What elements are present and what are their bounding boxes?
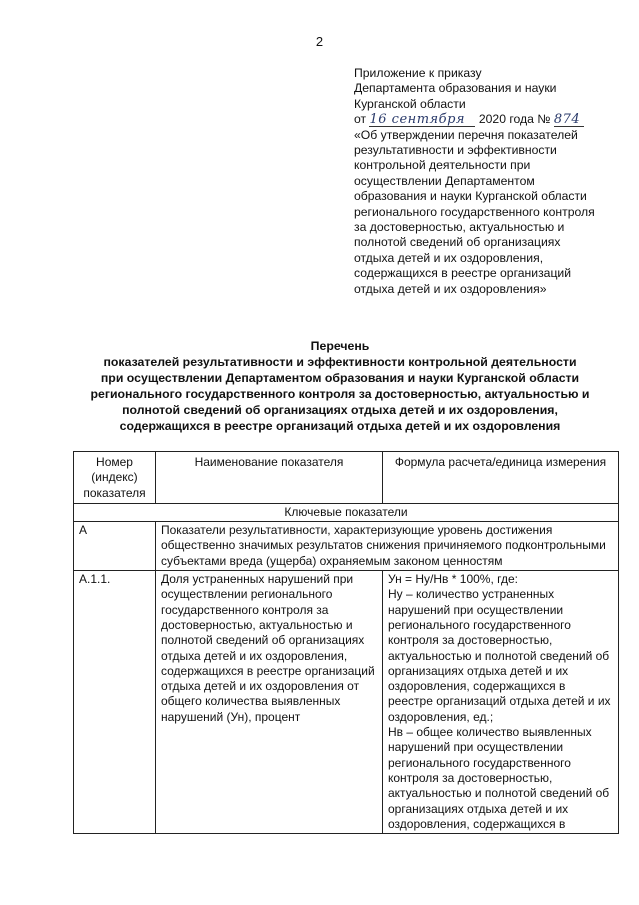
document-heading (70, 338, 610, 434)
appendix-title-line: «Об утверждении перечня показателей (354, 127, 578, 142)
heading-line: полнотой сведений об организациях отдыха детей и их оздоровления, (122, 403, 558, 417)
appendix-title-line: осуществлении Департаментом (354, 173, 535, 188)
appendix-line: Курганской области (354, 96, 466, 111)
appendix-title-line: отдыха детей и их оздоровления» (354, 281, 547, 296)
appendix-title-line: результативности и эффективности (354, 143, 557, 158)
date-prefix: от (354, 112, 367, 127)
row-formula-cell (383, 571, 619, 834)
appendix-title-line: образования и науки Курганской области (354, 189, 587, 204)
group-text: Показатели результативности, характеризующие уровень достижения общественно значимых результатов снижения причиняемого подконтрольными субъектами вреда (ущерба) охраняемым законом ценностям (156, 522, 619, 571)
heading-line: при осуществлении Департаментом образования и науки Курганской области (100, 371, 580, 385)
row-def-nv: Нв – общее количество выявленных нарушений при осуществлении регионального государственного контроля за достоверностью, актуальностью и полнотой сведений об организациях отдыха детей и их оздоровления, содержащихся в (388, 725, 610, 831)
indicators-table (73, 451, 619, 834)
row-code: А.1.1. (74, 571, 156, 834)
heading-line: показателей результативности и эффективности контрольной деятельности (103, 355, 577, 369)
row-formula: Ун = Ну/Нв * 100%, где: (388, 572, 518, 587)
year-text: 2020 года № (478, 112, 551, 127)
row-def-ny: Ну – количество устраненных нарушений при осуществлении регионального государственного контроля за достоверностью, актуальностью и полнотой сведений об организациях отдыха детей и их оздоровления, содержащихся в реестре организаций отдыха детей и их оздоровления, ед.; (388, 587, 611, 724)
header-name: Наименование показателя (156, 452, 383, 504)
page-number: 2 (315, 34, 324, 49)
section-row (74, 503, 619, 521)
section-title: Ключевые показатели (74, 503, 619, 521)
header-number: Номер (индекс) показателя (74, 452, 156, 504)
appendix-block (354, 66, 624, 297)
heading-line: регионального государственного контроля за достоверностью, актуальностью и (90, 387, 590, 401)
handwritten-number: 874 (554, 113, 584, 127)
appendix-title-line: отдыха детей и их оздоровления, (354, 250, 544, 265)
header-formula: Формула расчета/единица измерения (383, 452, 619, 504)
appendix-line: Приложение к приказу (354, 66, 482, 80)
row-name: Доля устраненных нарушений при осуществлении регионального государственного контроля за достоверностью, актуальностью и полнотой сведений об организациях отдыха детей и их оздоровления, содержащихся в реестре организаций отдыха детей и их оздоровления от общего количества выявленных нарушений (Ун), процент (156, 571, 383, 834)
heading-title: Перечень (310, 339, 370, 353)
appendix-date-line (354, 112, 624, 127)
table-row (74, 571, 619, 834)
appendix-line: Департамента образования и науки (354, 81, 557, 96)
appendix-title-line: содержащихся в реестре организаций (354, 266, 572, 281)
heading-line: содержащихся в реестре организаций отдыха детей и их оздоровления (119, 419, 561, 433)
group-code: А (74, 522, 156, 571)
handwritten-date: 16 сентября (369, 113, 475, 127)
appendix-title-line: регионального государственного контроля (354, 204, 595, 219)
appendix-title-line: полнотой сведений об организациях (354, 235, 561, 250)
group-row (74, 522, 619, 571)
appendix-title-line: контрольной деятельности при (354, 158, 531, 173)
appendix-title-line: за достоверностью, актуальностью и (354, 220, 565, 235)
table-header-row (74, 452, 619, 504)
